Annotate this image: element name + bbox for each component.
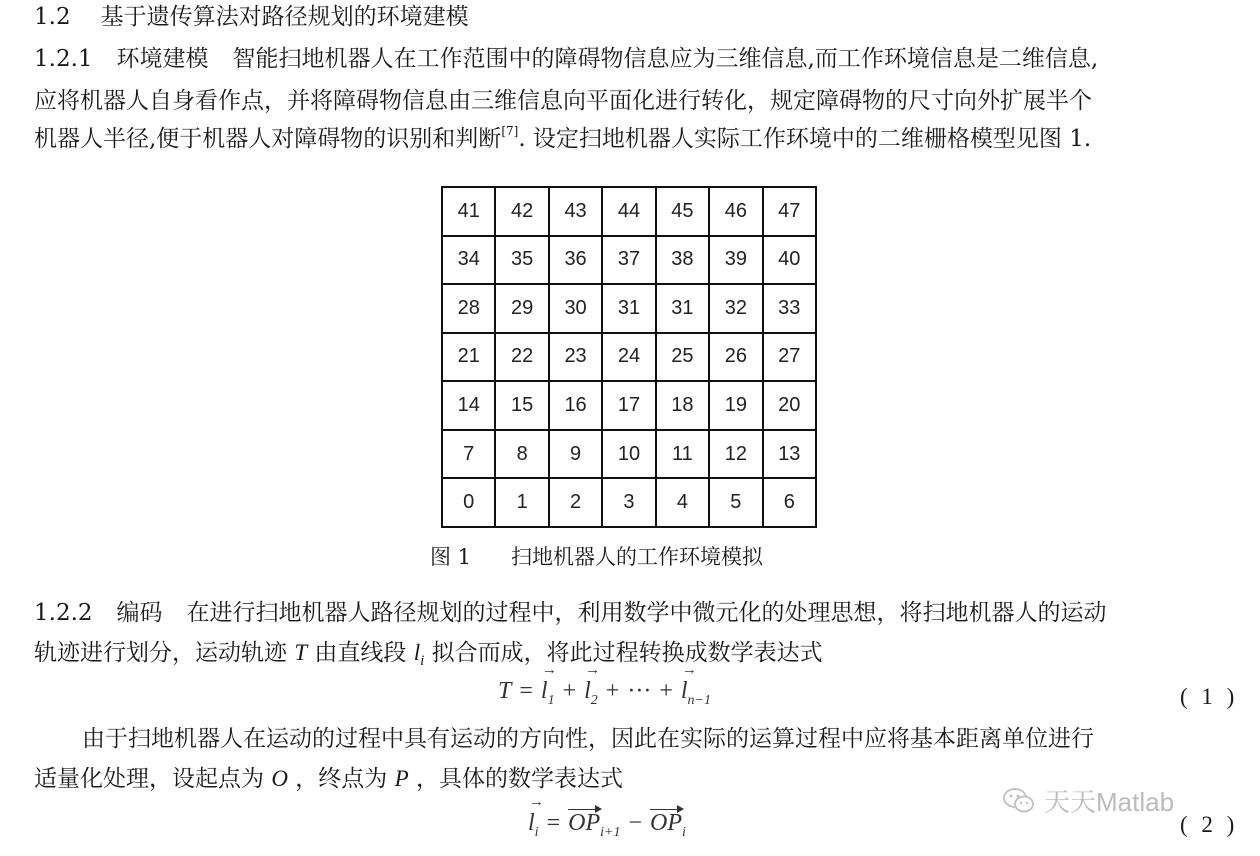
- grid-cell: 3: [603, 479, 656, 528]
- subsection-1-number: 1.2.1: [34, 46, 93, 72]
- subsection-2-number: 1.2.2: [34, 600, 93, 626]
- section-title: 基于遗传算法对路径规划的环境建模: [100, 4, 469, 30]
- section-number: 1.2: [34, 4, 71, 30]
- subsection-2-text-line-2a: 轨迹进行划分，运动轨迹: [34, 640, 287, 666]
- grid-cell: 37: [603, 237, 656, 286]
- grid-cell: 30: [550, 285, 603, 334]
- var-T: T: [294, 640, 308, 665]
- grid-cell: 17: [603, 382, 656, 431]
- grid-cell: 8: [496, 431, 549, 480]
- grid-cell: 7: [443, 431, 496, 480]
- subsection-2-text-line-2b: 由直线段: [314, 640, 407, 666]
- subsection-2-text-line-2c: 拟合而成，将此过程转换成数学表达式: [431, 640, 823, 666]
- paragraph-2-line-2: [34, 764, 623, 794]
- grid-cell: 43: [550, 188, 603, 237]
- grid-cell: 13: [764, 431, 817, 480]
- var-P: P: [394, 766, 409, 791]
- equation-1: $T =\to l_1 +\to l_2$ + ··· +→ $l_{n-1}$: [498, 678, 711, 709]
- grid-cell: 31: [657, 285, 710, 334]
- grid-cell: 6: [764, 479, 817, 528]
- grid-cell: 4: [657, 479, 710, 528]
- watermark: [1002, 782, 1174, 819]
- var-l-subscript: i: [420, 653, 425, 669]
- grid-cell: 9: [550, 431, 603, 480]
- grid-cell: 38: [657, 237, 710, 286]
- grid-cell: 24: [603, 334, 656, 383]
- grid-cell: 5: [710, 479, 763, 528]
- grid-cell: 26: [710, 334, 763, 383]
- equation-2: → $l_i = OP_{i+1} - OP_i$: [528, 810, 686, 841]
- environment-grid: [441, 186, 817, 528]
- paragraph-2-text-line-2c: ，具体的数学表达式: [415, 766, 623, 792]
- grid-cell: 45: [657, 188, 710, 237]
- subsection-1-text-line-3a: 机器人半径,便于机器人对障碍物的识别和判断: [34, 126, 502, 152]
- subsection-2-line-2: [34, 638, 823, 671]
- grid-cell: 34: [443, 237, 496, 286]
- watermark-text: 天天Matlab: [1044, 787, 1175, 817]
- grid-cell: 11: [657, 431, 710, 480]
- grid-cell: 44: [603, 188, 656, 237]
- grid-cell: 47: [764, 188, 817, 237]
- grid-cell: 16: [550, 382, 603, 431]
- citation: [7]: [501, 124, 519, 139]
- subsection-1-text-line-1: 智能扫地机器人在工作范围中的障碍物信息应为三维信息,而工作环境信息是二维信息,: [232, 46, 1099, 72]
- grid-cell: 25: [657, 334, 710, 383]
- subsection-1-line-3: [34, 124, 1091, 154]
- grid-cell: 15: [496, 382, 549, 431]
- grid-cell: 29: [496, 285, 549, 334]
- var-O: O: [271, 766, 288, 791]
- subsection-1-line-2: 应将机器人自身看作点，并将障碍物信息由三维信息向平面化进行转化，规定障碍物的尺寸向外扩展半个: [34, 88, 1092, 114]
- paragraph-2-text-line-2b: ，终点为: [295, 766, 388, 792]
- grid-cell: 28: [443, 285, 496, 334]
- paragraph-2-text-line-2a: 适量化处理，设起点为: [34, 766, 264, 792]
- grid-cell: 21: [443, 334, 496, 383]
- var-l: l: [413, 640, 421, 665]
- grid-cell: 27: [764, 334, 817, 383]
- figure-number: 图 1: [430, 545, 472, 569]
- grid-cell: 41: [443, 188, 496, 237]
- equation-2-number: ( 2 ): [1180, 812, 1239, 837]
- grid-cell: 20: [764, 382, 817, 431]
- grid-cell: 46: [710, 188, 763, 237]
- grid-cell: 1: [496, 479, 549, 528]
- grid-cell: 42: [496, 188, 549, 237]
- subsection-1-keyword: 环境建模: [116, 46, 209, 72]
- figure-caption-text: 扫地机器人的工作环境模拟: [511, 545, 764, 569]
- grid-cell: 33: [764, 285, 817, 334]
- equation-1-number: ( 1 ): [1180, 684, 1239, 709]
- subsection-1-line-1: [34, 44, 1098, 74]
- grid-cell: 2: [550, 479, 603, 528]
- subsection-2-text-line-1: 在进行扫地机器人路径规划的过程中，利用数学中微元化的处理思想，将扫地机器人的运动: [186, 600, 1107, 626]
- subsection-2-keyword: 编码: [116, 600, 163, 626]
- figure-caption: [430, 542, 763, 572]
- grid-cell: 40: [764, 237, 817, 286]
- grid-cell: 39: [710, 237, 763, 286]
- grid-cell: 32: [710, 285, 763, 334]
- grid-cell: 35: [496, 237, 549, 286]
- grid-cell: 31: [603, 285, 656, 334]
- grid-cell: 19: [710, 382, 763, 431]
- grid-cell: 0: [443, 479, 496, 528]
- grid-cell: 14: [443, 382, 496, 431]
- subsection-1-text-line-3b: . 设定扫地机器人实际工作环境中的二维栅格模型见图 1.: [518, 126, 1092, 152]
- wechat-icon: [1002, 787, 1036, 815]
- paragraph-2-line-1: 由于扫地机器人在运动的过程中具有运动的方向性，因此在实际的运算过程中应将基本距离单位进行: [82, 726, 1094, 752]
- grid-cell: 12: [710, 431, 763, 480]
- grid-cell: 18: [657, 382, 710, 431]
- section-heading: [34, 2, 469, 32]
- grid-cell: 36: [550, 237, 603, 286]
- grid-cell: 10: [603, 431, 656, 480]
- grid-cell: 23: [550, 334, 603, 383]
- grid-cell: 22: [496, 334, 549, 383]
- subsection-2-line-1: [34, 598, 1107, 628]
